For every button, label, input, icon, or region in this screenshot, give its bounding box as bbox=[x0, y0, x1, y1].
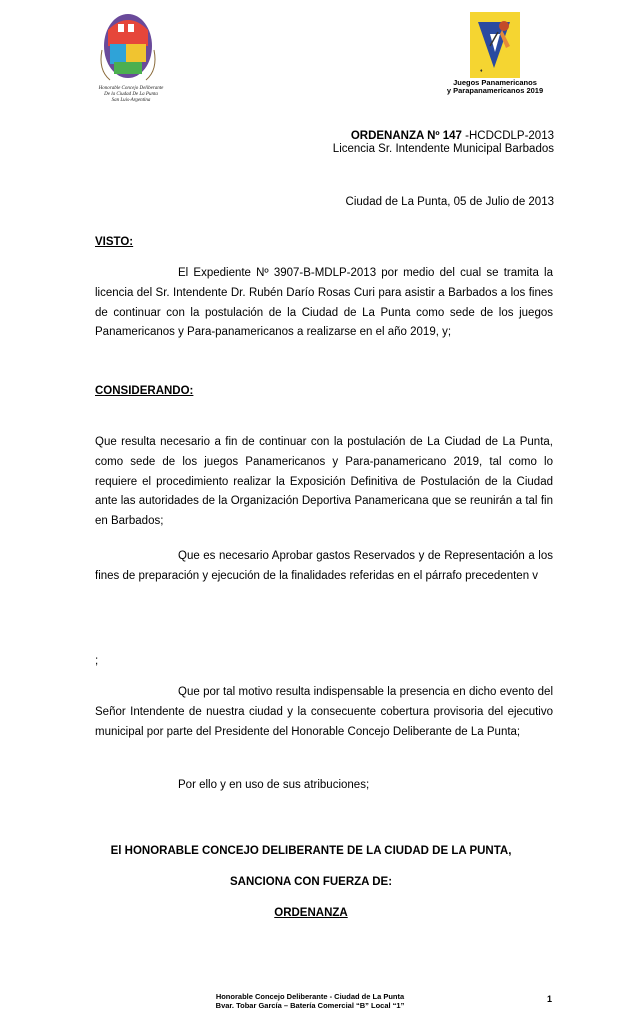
footer-line: Honorable Concejo Deliberante - Ciudad de La Punta bbox=[215, 992, 405, 1001]
date-line: Ciudad de La Punta, 05 de Julio de 2013 bbox=[345, 196, 554, 208]
caption-line: Honorable Concejo Deliberante bbox=[98, 86, 164, 91]
ordinance-title: ORDENANZA bbox=[274, 907, 348, 919]
sanction-line: SANCIONA CON FUERZA DE: bbox=[229, 876, 393, 888]
considerando-paragraph-1: Que resulta necesario a fin de continuar con la postulación de La Ciudad de La Punta, como sede de los juegos Panamericanos y Para-panamericano 2019, tal como lo requiere el procedimiento realizar la Exposición Definitiva de Postulación de la Ciudad ante las autoridades de la Organización Deportiva Panamericana que se reunirán a tal fin en Barbados; bbox=[95, 436, 553, 528]
footer-address: Bvar. Tobar García – Batería Comercial “B” Local “1” bbox=[215, 1001, 405, 1010]
visto-paragraph: El Expediente Nº 3907-B-MDLP-2013 por medio del cual se tramita la licencia del Sr. Intendente Dr. Rubén Darío Rosas Curi para asistir a Barbados a los fines de continuar con la postulación de la Ciudad de La Punta como sede de los juegos Panamericanos y Para-panamericanos a realizarse en el año 2019, y; bbox=[95, 267, 553, 339]
page-footer bbox=[150, 992, 470, 1010]
visto-heading: VISTO: bbox=[95, 236, 134, 248]
svg-text:♦: ♦ bbox=[480, 68, 483, 74]
panamerican-logo-caption bbox=[430, 79, 560, 95]
council-logo bbox=[96, 10, 160, 88]
considerando-heading: CONSIDERANDO: bbox=[95, 385, 194, 397]
considerando-paragraph-4: Por ello y en uso de sus atribuciones; bbox=[178, 779, 370, 791]
ordinance-number-bold: ORDENANZA Nº 147 bbox=[350, 130, 462, 142]
stray-semicolon: ; bbox=[95, 655, 99, 667]
panamerican-games-logo bbox=[470, 12, 520, 78]
ordinance-subject: Licencia Sr. Intendente Municipal Barbados bbox=[332, 143, 554, 155]
page-number: 1 bbox=[547, 994, 553, 1004]
council-logo-caption bbox=[96, 86, 166, 104]
ordinance-header bbox=[333, 130, 554, 156]
ordinance-number bbox=[333, 130, 554, 143]
caption-line: Juegos Panamericanos bbox=[453, 78, 537, 87]
considerando-paragraph-2: Que es necesario Aprobar gastos Reservados y de Representación a los fines de preparación y ejecución de la finalidades referidas en el párrafo precedenten v bbox=[95, 550, 553, 582]
caption-line: De la Ciudad De La Punta bbox=[104, 92, 158, 97]
considerando-paragraph-3: Que por tal motivo resulta indispensable la presencia en dicho evento del Señor Intendente de nuestra ciudad y la consecuente cobertura provisoria del ejecutivo municipal por parte del Presidente del Honorable Concejo Deliberante de La Punta; bbox=[95, 686, 553, 738]
caption-line: San Luis-Argentina bbox=[111, 98, 151, 103]
caption-line: y Parapanamericanos 2019 bbox=[446, 86, 544, 95]
ordinance-code: -HCDCDLP-2013 bbox=[461, 130, 554, 142]
council-declaration: El HONORABLE CONCEJO DELIBERANTE DE LA CIUDAD DE LA PUNTA, bbox=[110, 845, 512, 857]
